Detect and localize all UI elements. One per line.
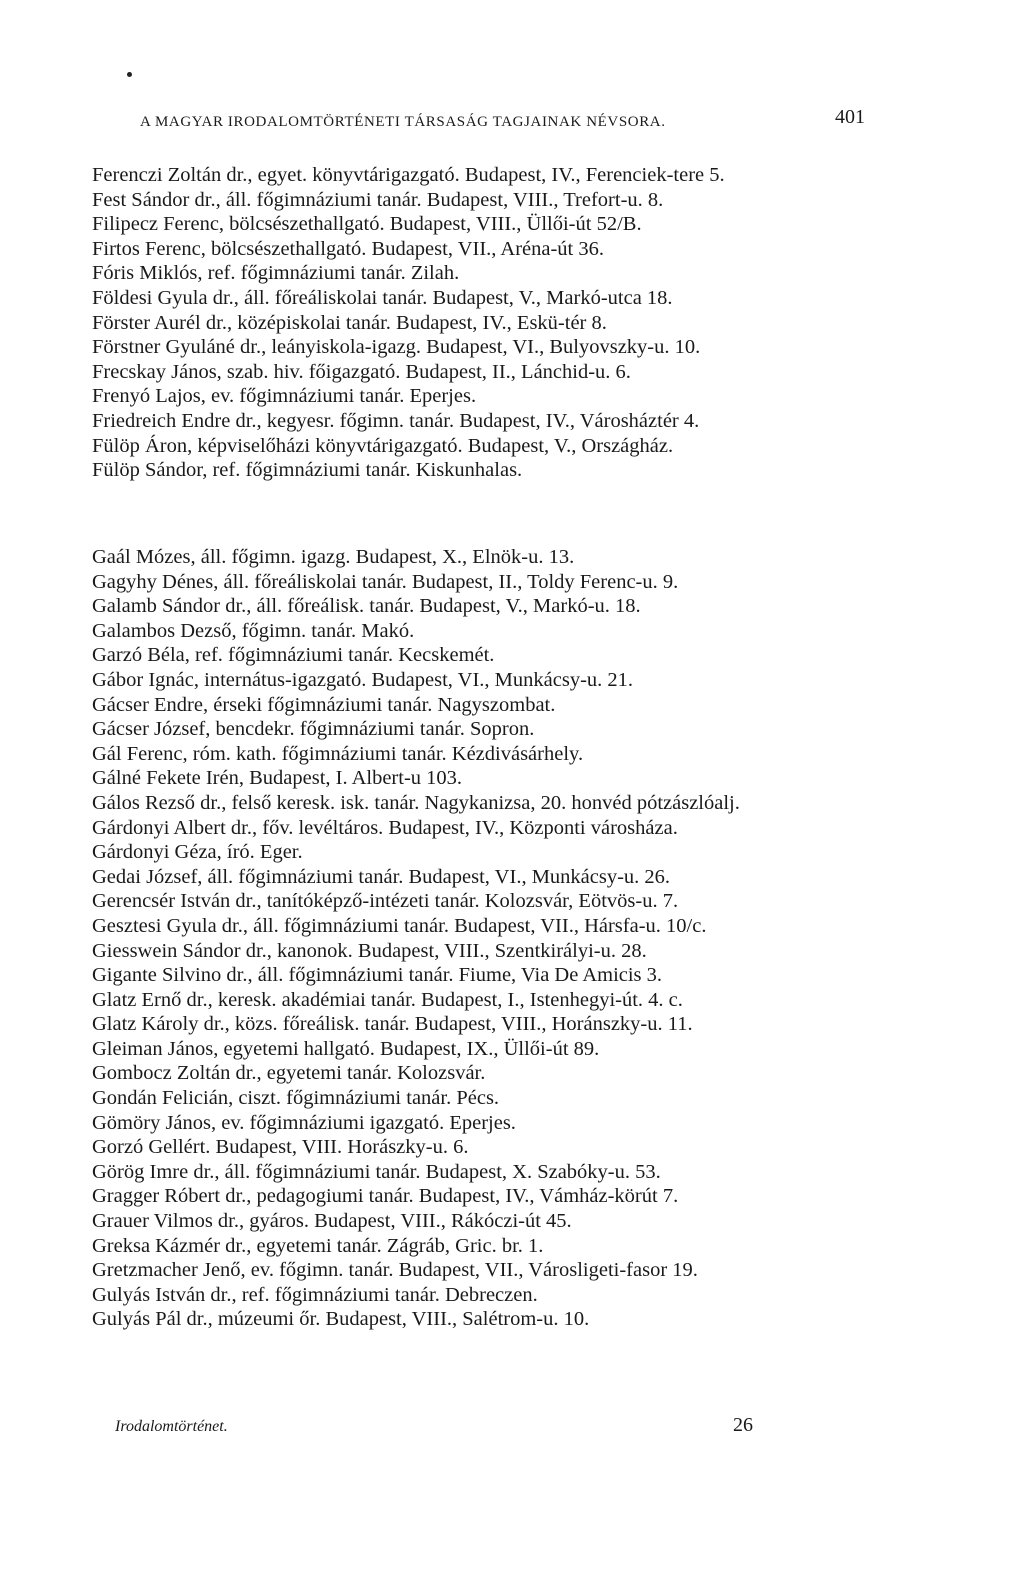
- member-entry: Gigante Silvino dr., áll. főgimnáziumi tanár. Fiume, Via De Amicis 3.: [92, 964, 663, 987]
- member-entry: Gábor Ignác, internátus-igazgató. Budapest, VI., Munkácsy-u. 21.: [92, 668, 634, 691]
- member-entry: Friedreich Endre dr., kegyesr. főgimn. tanár. Budapest, IV., Városháztér 4.: [92, 409, 700, 432]
- member-entry: Garzó Béla, ref. főgimnáziumi tanár. Kecskemét.: [92, 644, 495, 667]
- member-entry: Frecskay János, szab. hiv. főigazgató. Budapest, II., Lánchid-u. 6.: [92, 360, 631, 383]
- member-entry: Gálné Fekete Irén, Budapest, I. Albert-u 103.: [92, 767, 463, 790]
- member-entry: Gondán Felicián, ciszt. főgimnáziumi tanár. Pécs.: [92, 1087, 500, 1110]
- member-entry: Filipecz Ferenc, bölcsészethallgató. Budapest, VIII., Üllői-út 52/B.: [92, 213, 642, 236]
- page-number: 401: [835, 106, 865, 128]
- member-entry: Gömöry János, ev. főgimnáziumi igazgató. Eperjes.: [92, 1111, 516, 1134]
- section-f: [92, 163, 725, 483]
- running-header: [140, 106, 880, 136]
- member-entry: Gleiman János, egyetemi hallgató. Budapest, IX., Üllői-út 89.: [92, 1037, 600, 1060]
- member-entry: Glatz Ernő dr., keresk. akadémiai tanár. Budapest, I., Istenhegyi-út. 4. c.: [92, 988, 683, 1011]
- member-entry: Gretzmacher Jenő, ev. főgimn. tanár. Budapest, VII., Városligeti-fasor 19.: [92, 1259, 698, 1282]
- section-g: [92, 545, 740, 1332]
- member-entry: Gál Ferenc, róm. kath. főgimnáziumi tanár. Kézdivásárhely.: [92, 742, 584, 765]
- member-entry: Görög Imre dr., áll. főgimnáziumi tanár. Budapest, X. Szabóky-u. 53.: [92, 1160, 661, 1183]
- footer-journal: Irodalomtörténet.: [115, 1418, 228, 1435]
- member-entry: Förstner Gyuláné dr., leányiskola-igazg. Budapest, VI., Bulyovszky-u. 10.: [92, 336, 701, 359]
- member-entry: Fülöp Áron, képviselőházi könyvtárigazgató. Budapest, V., Országház.: [92, 434, 674, 457]
- member-entry: Fülöp Sándor, ref. főgimnáziumi tanár. Kiskunhalas.: [92, 459, 523, 482]
- member-entry: Gesztesi Gyula dr., áll. főgimnáziumi tanár. Budapest, VII., Hársfa-u. 10/c.: [92, 914, 707, 937]
- member-entry: Ferenczi Zoltán dr., egyet. könyvtárigazgató. Budapest, IV., Ferenciek-tere 5.: [92, 164, 725, 186]
- member-entry: Gragger Róbert dr., pedagogiumi tanár. Budapest, IV., Vámház-körút 7.: [92, 1185, 679, 1208]
- member-entry: Földesi Gyula dr., áll. főreáliskolai tanár. Budapest, V., Markó-utca 18.: [92, 286, 673, 309]
- member-entry: Grauer Vilmos dr., gyáros. Budapest, VIII., Rákóczi-út 45.: [92, 1210, 572, 1233]
- member-entry: Fest Sándor dr., áll. főgimnáziumi tanár. Budapest, VIII., Trefort-u. 8.: [92, 188, 664, 211]
- member-entry: Gácser Endre, érseki főgimnáziumi tanár. Nagyszombat.: [92, 693, 556, 716]
- member-entry: Fóris Miklós, ref. főgimnáziumi tanár. Zilah.: [92, 262, 460, 285]
- ink-dot: [127, 72, 132, 77]
- member-entry: Firtos Ferenc, bölcsészethallgató. Budapest, VII., Aréna-út 36.: [92, 237, 604, 260]
- member-entry: Gárdonyi Géza, író. Eger.: [92, 841, 303, 864]
- member-entry: Glatz Károly dr., közs. főreálisk. tanár. Budapest, VIII., Horánszky-u. 11.: [92, 1013, 693, 1036]
- footer-signature: 26: [733, 1414, 753, 1436]
- member-entry: Gorzó Gellért. Budapest, VIII. Horászky-u. 6.: [92, 1136, 469, 1159]
- member-entry: Förster Aurél dr., középiskolai tanár. Budapest, IV., Eskü-tér 8.: [92, 311, 607, 334]
- member-entry: Gedai József, áll. főgimnáziumi tanár. Budapest, VI., Munkácsy-u. 26.: [92, 865, 671, 888]
- member-entry: Gulyás Pál dr., múzeumi őr. Budapest, VIII., Salétrom-u. 10.: [92, 1308, 590, 1331]
- member-entry: Gagyhy Dénes, áll. főreáliskolai tanár. Budapest, II., Toldy Ferenc-u. 9.: [92, 570, 679, 593]
- member-entry: Greksa Kázmér dr., egyetemi tanár. Zágráb, Gric. br. 1.: [92, 1234, 544, 1257]
- member-entry: Giesswein Sándor dr., kanonok. Budapest, VIII., Szentkirályi-u. 28.: [92, 939, 647, 962]
- member-entry: Gombocz Zoltán dr., egyetemi tanár. Kolozsvár.: [92, 1062, 486, 1085]
- member-entry: Gerencsér István dr., tanítóképző-intézeti tanár. Kolozsvár, Eötvös-u. 7.: [92, 890, 679, 913]
- member-entry: Gárdonyi Albert dr., főv. levéltáros. Budapest, IV., Központi városháza.: [92, 816, 678, 839]
- member-entry: Galamb Sándor dr., áll. főreálisk. tanár. Budapest, V., Markó-u. 18.: [92, 595, 641, 618]
- member-entry: Galambos Dezső, főgimn. tanár. Makó.: [92, 619, 415, 642]
- member-entry: Gálos Rezső dr., felső keresk. isk. tanár. Nagykanizsa, 20. honvéd pótzászlóalj.: [92, 791, 740, 814]
- member-entry: Gácser József, bencdekr. főgimnáziumi tanár. Sopron.: [92, 718, 535, 741]
- member-entry: Gaál Mózes, áll. főgimn. igazg. Budapest, X., Elnök-u. 13.: [92, 546, 575, 568]
- header-title: A MAGYAR IRODALOMTÖRTÉNETI TÁRSASÁG TAGJAINAK NÉVSORA.: [140, 114, 666, 130]
- member-entry: Frenyó Lajos, ev. főgimnáziumi tanár. Eperjes.: [92, 385, 477, 408]
- member-entry: Gulyás István dr., ref. főgimnáziumi tanár. Debreczen.: [92, 1283, 538, 1306]
